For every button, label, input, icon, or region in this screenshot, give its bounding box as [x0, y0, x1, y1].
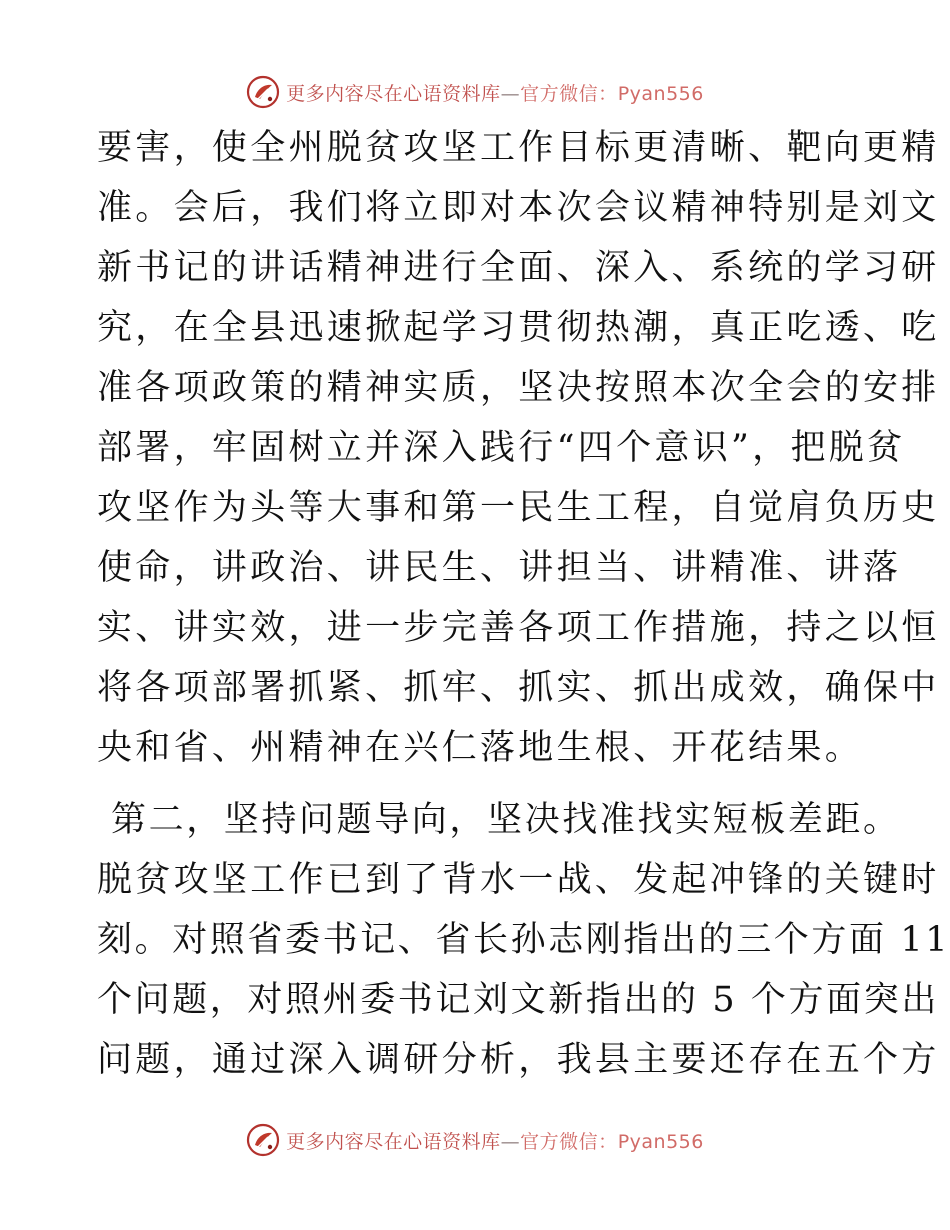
text-line: 要害，使全州脱贫攻坚工作目标更清晰、靶向更精: [97, 128, 940, 168]
document-body: [97, 118, 950, 1090]
footer-watermark: [0, 1120, 950, 1160]
header-watermark: [0, 72, 950, 112]
header-separator: —: [500, 82, 521, 105]
text-line: 实、讲实效，进一步完善各项工作措施，持之以恒: [97, 608, 940, 648]
text-line: 准。会后，我们将立即对本次会议精神特别是刘文: [97, 188, 940, 228]
header-watermark-text: [286, 79, 704, 106]
text-line: 新书记的讲话精神进行全面、深入、系统的学习研: [97, 248, 940, 288]
footer-separator: —: [500, 1130, 521, 1153]
text-line: 央和省、州精神在兴仁落地生根、开花结果。: [97, 728, 864, 768]
header-brand: 更多内容尽在心语资料库: [286, 82, 501, 105]
footer-brand: 更多内容尽在心语资料库: [286, 1130, 501, 1153]
text-line: 使命，讲政治、讲民生、讲担当、讲精准、讲落: [97, 548, 902, 588]
text-line: 将各项部署抓紧、抓牢、抓实、抓出成效，确保中: [97, 668, 940, 708]
text-line: 问题，通过深入调研分析，我县主要还存在五个方: [97, 1040, 940, 1080]
text-line: 个问题，对照州委书记刘文新指出的 5 个方面突出: [97, 980, 939, 1020]
brand-logo-icon: [246, 75, 280, 109]
footer-wechat-id: Pyan556: [617, 1130, 704, 1153]
text-line: 究，在全县迅速掀起学习贯彻热潮，真正吃透、吃: [97, 308, 940, 348]
section-heading: 第二，坚持问题导向，坚决找准找实短板差距。: [111, 800, 901, 840]
brand-logo-icon: [246, 1123, 280, 1157]
text-line: 部署，牢固树立并深入践行“四个意识”，把脱贫: [97, 428, 906, 468]
text-line: 脱贫攻坚工作已到了背水一战、发起冲锋的关键时: [97, 860, 940, 900]
footer-wechat-label: 官方微信：: [520, 1130, 618, 1153]
header-wechat-id: Pyan556: [617, 82, 704, 105]
header-wechat-label: 官方微信：: [520, 82, 618, 105]
text-line: 攻坚作为头等大事和第一民生工程，自觉肩负历史: [97, 488, 940, 528]
text-line: 准各项政策的精神实质，坚决按照本次全会的安排: [97, 368, 940, 408]
footer-watermark-text: [286, 1127, 704, 1154]
text-line: 刻。对照省委书记、省长孙志刚指出的三个方面 11: [97, 920, 950, 960]
